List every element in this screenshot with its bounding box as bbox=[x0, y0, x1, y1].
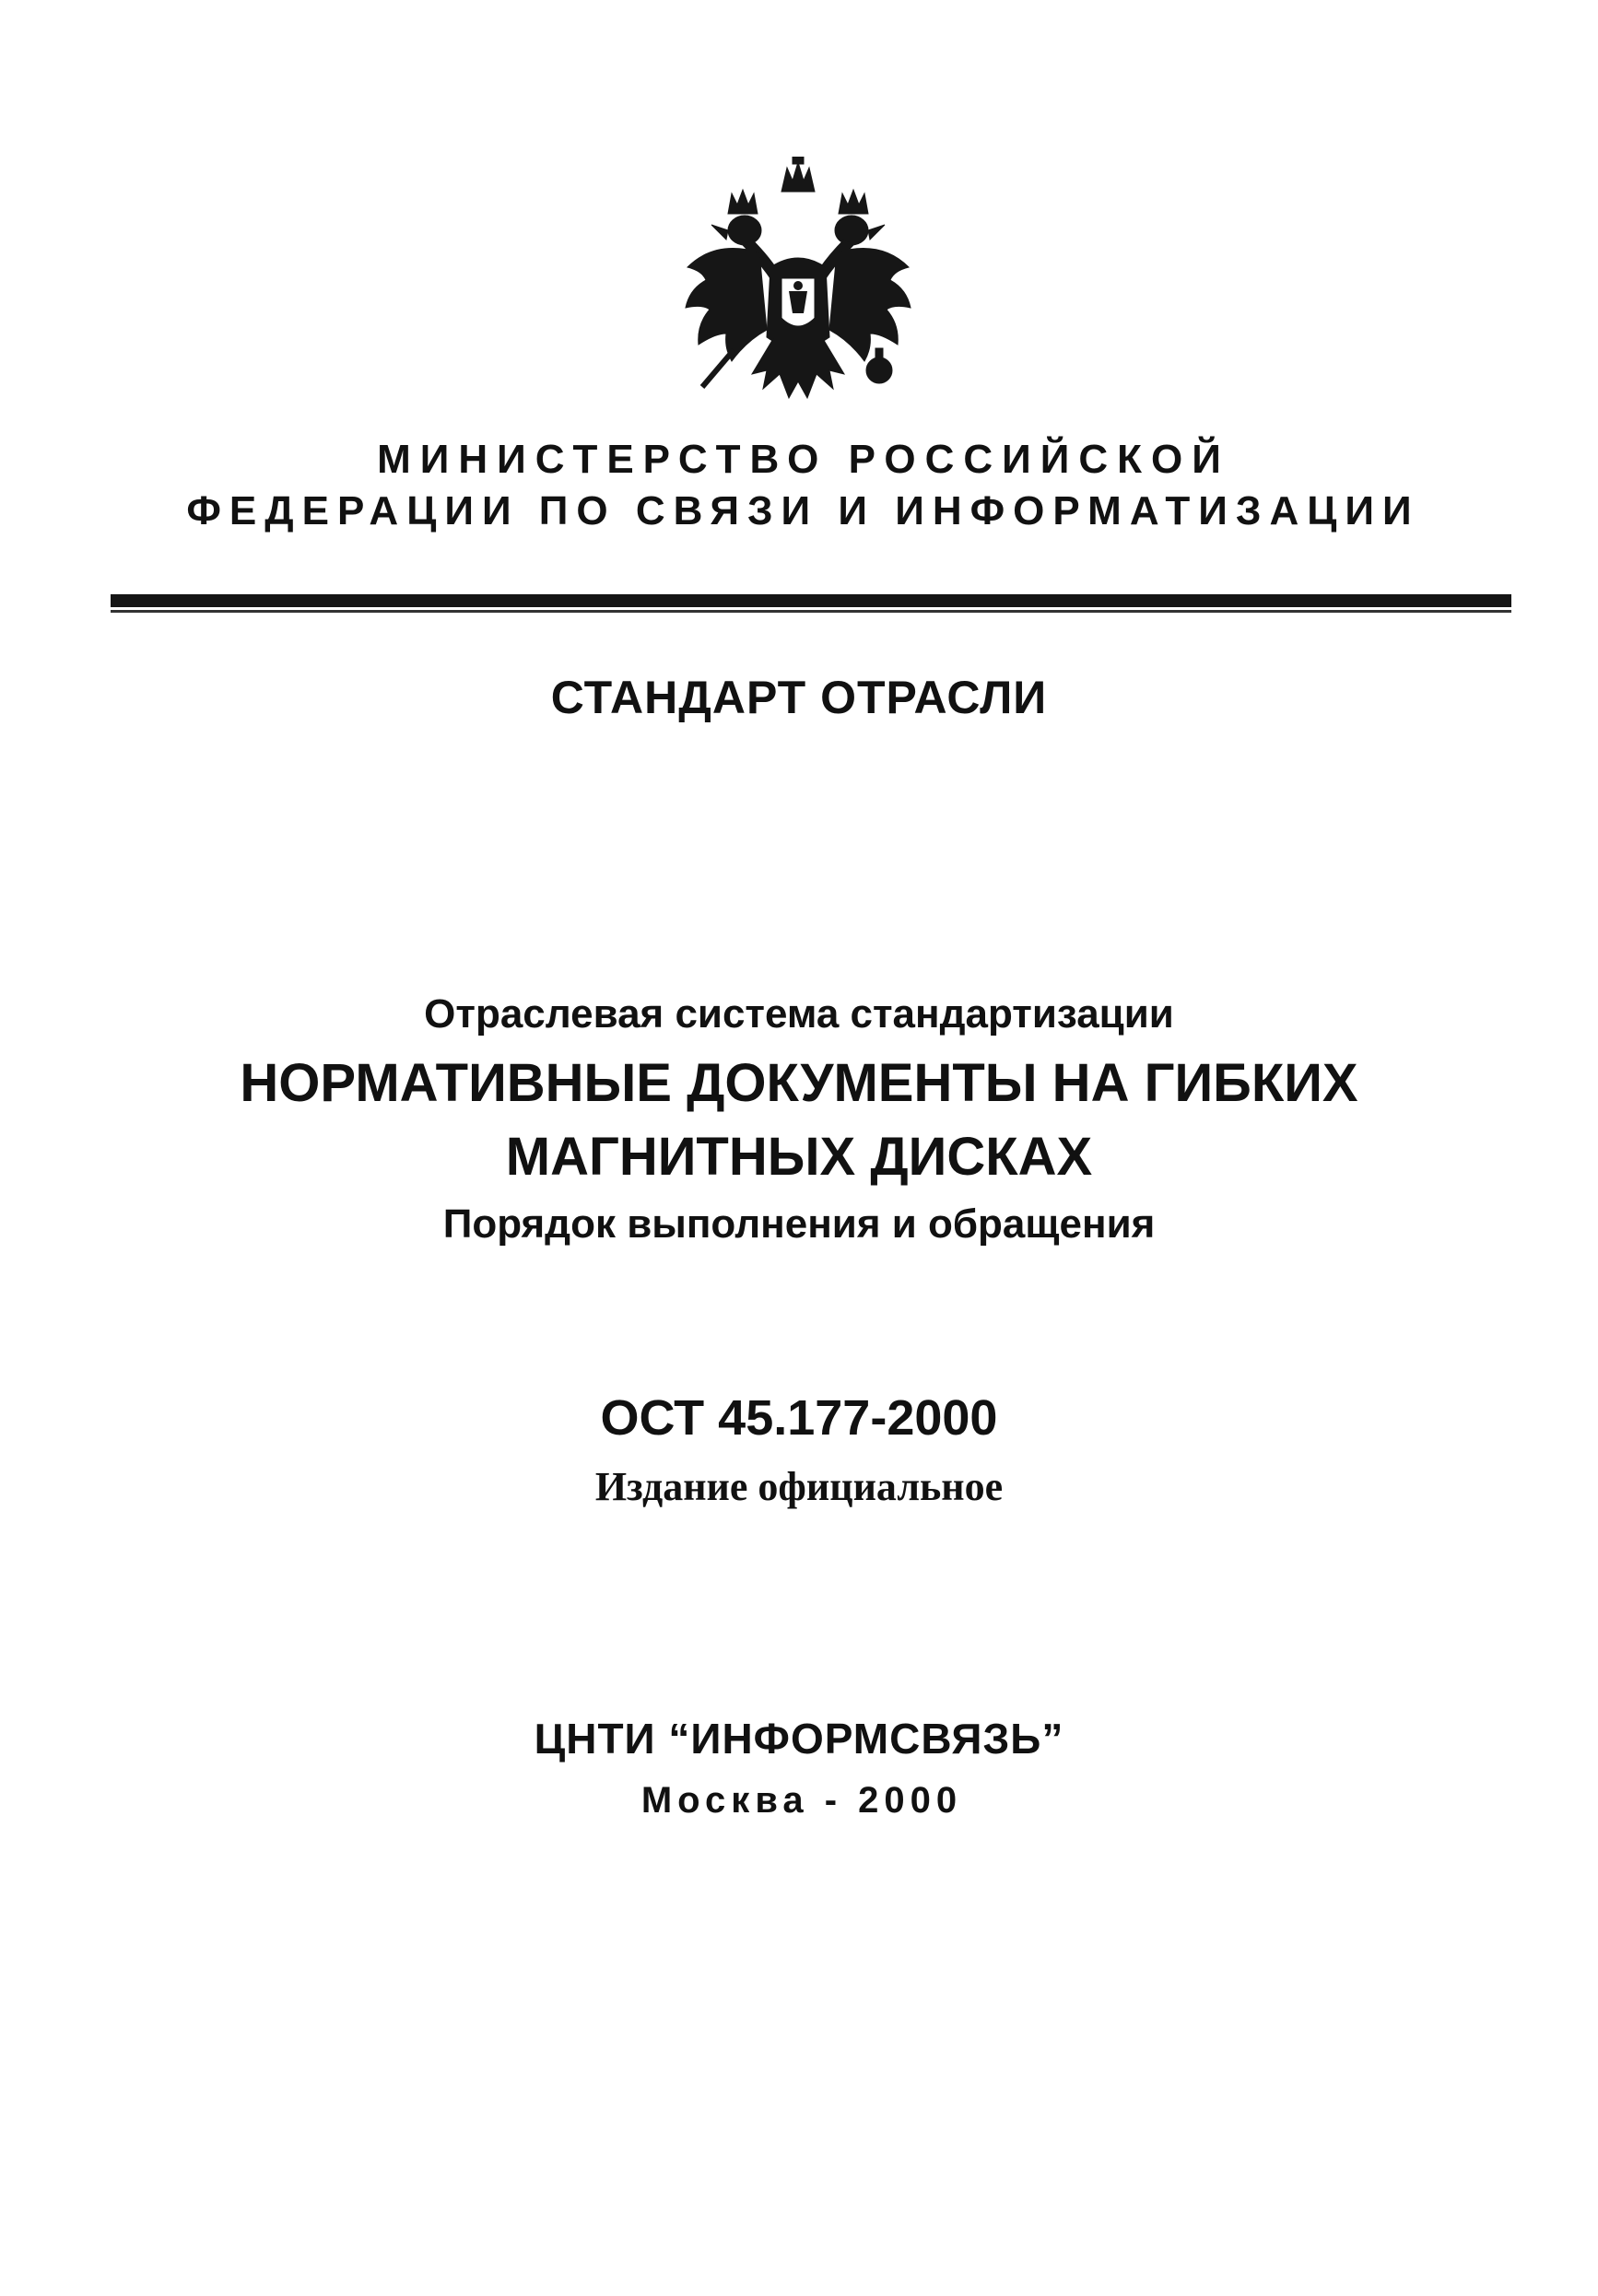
double-headed-eagle-emblem-icon bbox=[678, 157, 918, 405]
edition-note: Издание официальное bbox=[594, 1464, 1004, 1509]
header-divider-thin bbox=[111, 610, 1511, 613]
document-title-line2: МАГНИТНЫХ ДИСКАХ bbox=[505, 1127, 1093, 1187]
document-title-line1: НОРМАТИВНЫЕ ДОКУМЕНТЫ НА ГИБКИХ bbox=[240, 1053, 1358, 1113]
ministry-name-line2: ФЕДЕРАЦИИ ПО СВЯЗИ И ИНФОРМАТИЗАЦИИ bbox=[186, 488, 1420, 533]
publisher-name: ЦНТИ “ИНФОРМСВЯЗЬ” bbox=[534, 1715, 1064, 1763]
document-code: ОСТ 45.177-2000 bbox=[600, 1390, 998, 1446]
document-subtitle: Порядок выполнения и обращения bbox=[442, 1201, 1156, 1247]
standard-series: Отраслевая система стандартизации bbox=[424, 991, 1174, 1037]
ministry-name-line1: МИНИСТЕРСТВО РОССИЙСКОЙ bbox=[377, 437, 1230, 482]
publication-city-year: Москва - 2000 bbox=[640, 1780, 963, 1821]
header-divider bbox=[111, 594, 1511, 607]
standard-type: СТАНДАРТ ОТРАСЛИ bbox=[550, 672, 1048, 723]
